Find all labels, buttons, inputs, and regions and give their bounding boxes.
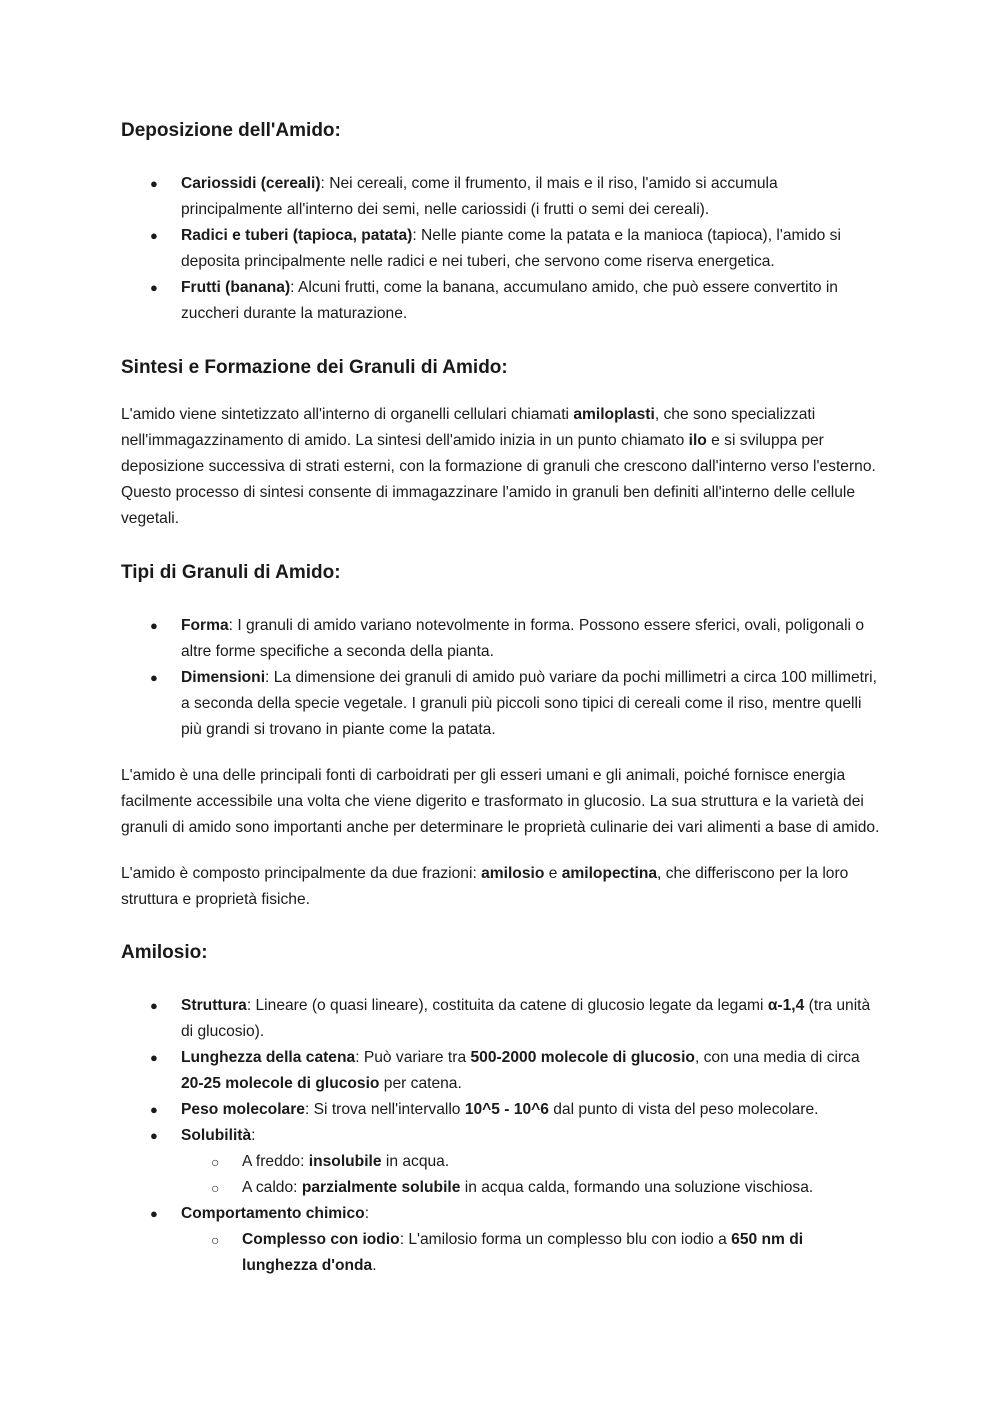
item-text: : Alcuni frutti, come la banana, accumulano amido, che può essere convertito in zuccheri durante la maturazione. — [181, 279, 838, 322]
list-item-lunghezza: ● Lunghezza della catena: Può variare tra 500-2000 molecole di glucosio, con una media di circa 20-25 molecole di glucosio per catena. — [121, 1045, 881, 1097]
list-item-struttura: ● Struttura: Lineare (o quasi lineare), costituita da catene di glucosio legate da legami α-1,4 (tra unità di glucosio). — [121, 993, 881, 1045]
list-item — [121, 665, 881, 743]
list-tipi-granuli — [121, 613, 881, 743]
item-label: Cariossidi (cereali) — [181, 175, 321, 192]
item-label: Frutti (banana) — [181, 279, 291, 296]
document-page — [121, 118, 881, 1279]
sublist-item-caldo: ○ A caldo: parzialmente solubile in acqua calda, formando una soluzione vischiosa. — [121, 1175, 881, 1201]
list-item — [121, 275, 881, 327]
heading-deposizione: Deposizione dell'Amido: — [121, 120, 341, 141]
list-deposizione — [121, 171, 881, 327]
sublist-item-iodio: ○ Complesso con iodio: L'amilosio forma un complesso blu con iodio a 650 nm di lunghezza d'onda. — [121, 1227, 881, 1279]
item-text: : Nelle piante come la patata e la manioca (tapioca), l'amido si deposita principalmente nelle radici e nei tuberi, che servono come riserva energetica. — [181, 227, 841, 270]
sublist-item-freddo: ○ A freddo: insolubile in acqua. — [121, 1149, 881, 1175]
item-text: : I granuli di amido variano notevolmente in forma. Possono essere sferici, ovali, poligonali o altre forme specifiche a seconda della pianta. — [181, 617, 865, 660]
heading-sintesi: Sintesi e Formazione dei Granuli di Amido: — [121, 357, 508, 378]
heading-amilosio: Amilosio: — [121, 942, 208, 963]
item-label: Radici e tuberi (tapioca, patata) — [181, 227, 413, 244]
item-label: Forma — [181, 617, 229, 634]
list-amilosio — [121, 993, 881, 1279]
list-item-solubilita: ● Solubilità: — [121, 1123, 881, 1149]
list-item-comportamento: ● Comportamento chimico: — [121, 1201, 881, 1227]
paragraph-frazioni: L'amido è composto principalmente da due frazioni: amilosio e amilopectina, che differiscono per la loro struttura e proprietà fisiche. — [121, 865, 849, 908]
list-item — [121, 223, 881, 275]
item-text: : Nei cereali, come il frumento, il mais e il riso, l'amido si accumula principalmente all'interno dei semi, nelle cariossidi (i frutti o semi dei cereali). — [181, 175, 778, 218]
item-text: : La dimensione dei granuli di amido può variare da pochi millimetri a circa 100 millimetri, a seconda della specie vegetale. I granuli più piccoli sono tipici di cereali come il riso, mentre quelli più grandi si trovano in piante come la patata. — [181, 669, 877, 738]
paragraph-sintesi: L'amido viene sintetizzato all'interno di organelli cellulari chiamati amiloplasti, che sono specializzati nell'immagazzinamento di amido. La sintesi dell'amido inizia in un punto chiamato ilo e si sviluppa per deposizione successiva di strati esterni, con la formazione di granuli che crescono dall'interno verso l'esterno. Questo processo di sintesi consente di immagazzinare l'amido in granuli ben definiti all'interno delle cellule vegetali. — [121, 406, 876, 527]
paragraph-fonti: L'amido è una delle principali fonti di carboidrati per gli esseri umani e gli animali, poiché fornisce energia facilmente accessibile una volta che viene digerito e trasformato in glucosio. La sua struttura e la varietà dei granuli di amido sono importanti anche per determinare le proprietà culinarie dei vari alimenti a base di amido. — [121, 767, 880, 836]
list-item — [121, 171, 881, 223]
list-item-peso: ● Peso molecolare: Si trova nell'intervallo 10^5 - 10^6 dal punto di vista del peso molecolare. — [121, 1097, 881, 1123]
heading-tipi-granuli: Tipi di Granuli di Amido: — [121, 562, 341, 583]
list-item — [121, 613, 881, 665]
item-label: Dimensioni — [181, 669, 266, 686]
